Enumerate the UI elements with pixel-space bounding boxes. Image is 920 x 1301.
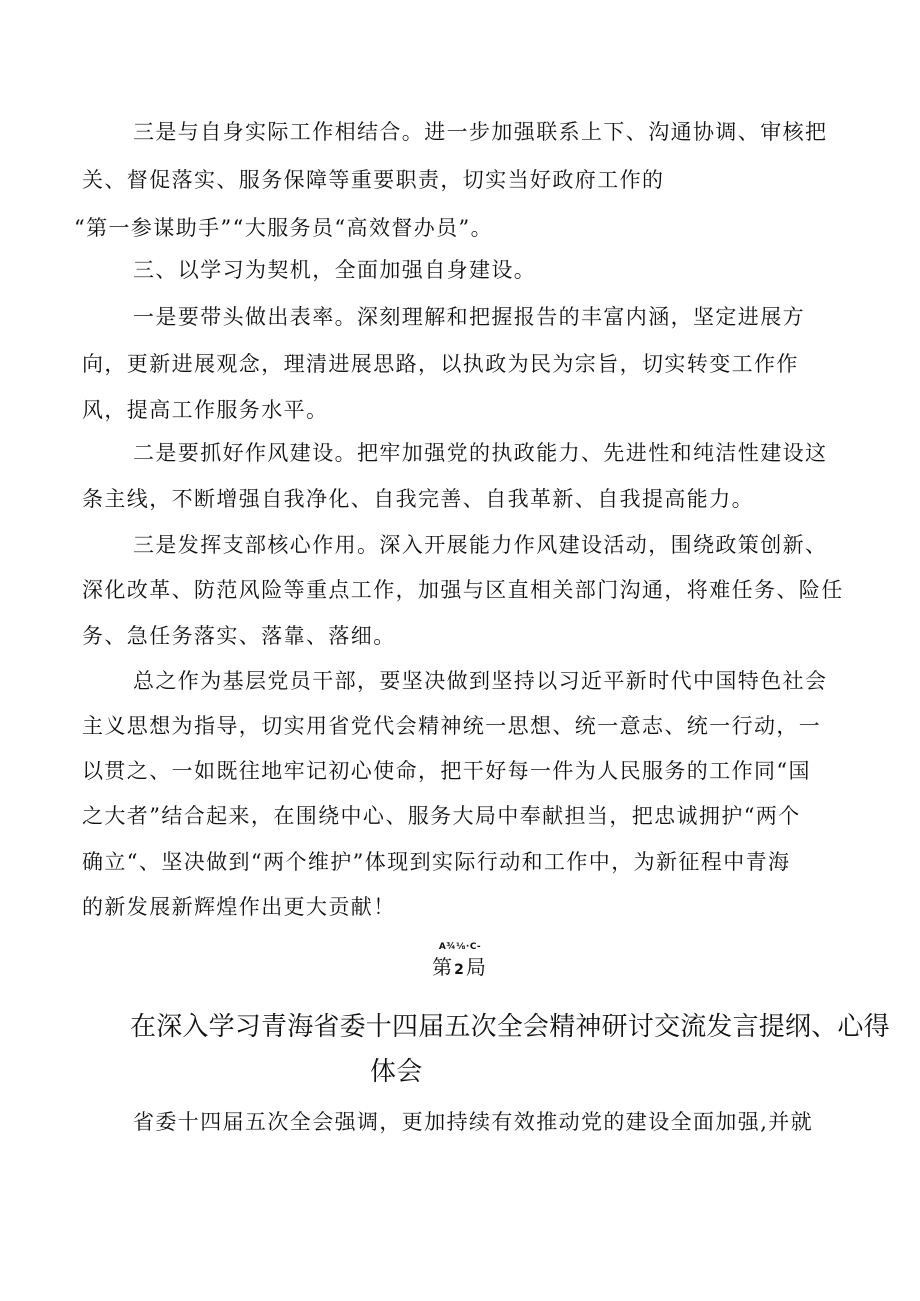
section-label-number: 2: [454, 962, 466, 978]
paragraph-line: 三是发挥支部核心作用。深入开展能力作风建设活动，围绕政策创新、: [133, 533, 828, 557]
paragraph-line: 风，提高工作服务水平。: [82, 398, 329, 422]
paragraph-line: 关、督促落实、服务保障等重要职责，切实当好政府工作的: [82, 168, 665, 192]
paragraph-line: 务、急任务落实、落靠、落细。: [82, 624, 396, 648]
article-heading-line2: 体会: [370, 1057, 423, 1087]
paragraph-line: 深化改革、防范风险等重点工作，加强与区直相关部门沟通，将难任务、险任: [82, 578, 844, 602]
paragraph-line: 条主线，不断增强自我净化、自我完善、自我革新、自我提高能力。: [82, 487, 754, 511]
paragraph-line: 主义思想为指导，切实用省党代会精神统一思想、统一意志、统一行动，一: [82, 714, 822, 738]
paragraph-line: 的新发展新辉煌作出更大贡献！: [82, 895, 396, 919]
paragraph-line: 之大者”结合起来，在围绕中心、服务大局中奉献担当，把忠诚拥护“两个: [82, 804, 801, 828]
section-label-prefix: 第: [432, 955, 455, 979]
paragraph-line: 二是要抓好作风建设。把牢加强党的执政能力、先进性和纯洁性建设这: [133, 441, 828, 465]
paragraph-line: 总之作为基层党员干部，要坚决做到坚持以习近平新时代中国特色社会: [133, 669, 828, 693]
section-mark: A¾⅛·C‑: [438, 942, 482, 952]
paragraph-line: 三是与自身实际工作相结合。进一步加强联系上下、沟通协调、审核把: [133, 120, 828, 144]
paragraph-line: 三、以学习为契机，全面加强自身建设。: [133, 258, 537, 282]
section-label: [0, 954, 920, 983]
paragraph-line: 一是要带头做出表率。深刻理解和把握报告的丰富内涵，坚定进展方: [133, 305, 805, 329]
paragraph-line: 省委十四届五次全会强调，更加持续有效推动党的建设全面加强,并就: [133, 1110, 814, 1134]
paragraph-line: “第一参谋助手”“大服务员“高效督办员”。: [74, 216, 494, 240]
paragraph-line: 以贯之、一如既往地牢记初心使命，把干好每一件为人民服务的工作同“国: [82, 759, 811, 783]
paragraph-line: 向，更新进展观念，理清进展思路，以执政为民为宗旨，切实转变工作作: [82, 352, 799, 376]
section-label-suffix: 局: [465, 955, 488, 979]
paragraph-line: 确立“、坚决做到“两个维护”体现到实际行动和工作中，为新征程中青海: [82, 850, 791, 874]
article-heading-line1: 在深入学习青海省委十四届五次全会精神研讨交流发言提纲、心得: [130, 1012, 890, 1042]
